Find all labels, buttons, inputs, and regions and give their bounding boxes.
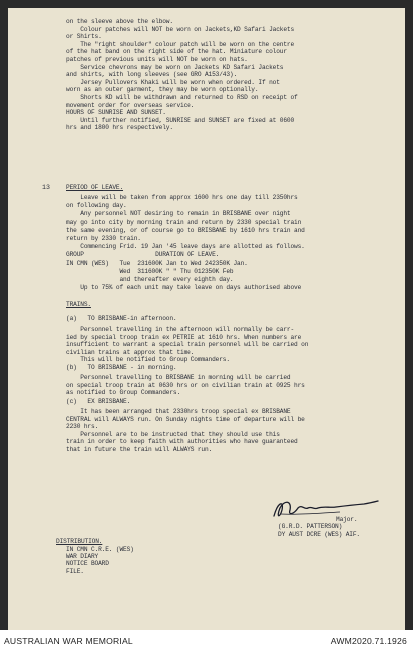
document-line: Jersey Pullovers Khaki will be worn when ordered. If not: [66, 78, 280, 86]
document-line: GROUP DURATION OF LEAVE.: [66, 251, 220, 259]
document-line: Personnel travelling to BRISBANE in morning will be carried: [66, 374, 291, 381]
document-line: or Shirts.: [66, 33, 102, 41]
document-line: return by 2330 train.: [66, 235, 141, 242]
document-page: [8, 8, 405, 630]
trains-sub-a: (a) TO BRISBANE-in afternoon.: [66, 315, 177, 322]
archive-name: AUSTRALIAN WAR MEMORIAL: [4, 636, 133, 646]
document-line: that in future the train will ALWAYS run.: [66, 446, 213, 453]
trains-sub-c: (c) EX BRISBANE.: [66, 398, 131, 405]
document-line: The "right shoulder" colour patch will be worn on the centre: [66, 40, 295, 48]
document-line: HOURS OF SUNRISE AND SUNSET.: [66, 109, 166, 117]
distribution-item: NOTICE BOARD: [66, 560, 109, 568]
paragraph-number: 13: [42, 184, 50, 191]
document-line: the same evening, or of course go to BRISBANE by 1610 hrs train and: [66, 226, 305, 234]
document-line: Any personnel NOT desiring to remain in BRISBANE over night: [66, 210, 291, 218]
document-line: Leave will be taken from approx 1600 hrs one day till 2350hrs: [66, 194, 298, 201]
document-line: civilian trains at approx that time.: [66, 348, 195, 356]
archive-reference: AWM2020.71.1926: [330, 636, 407, 646]
document-line: as notified to Group Commanders.: [66, 389, 181, 397]
document-line: insufficient to warrant a special train personnel will be carried on: [66, 341, 309, 349]
signature-rank: Major.: [336, 516, 358, 523]
document-line: Service chevrons may be worn on Jackets KD Safari Jackets: [66, 63, 284, 71]
leave-heading: PERIOD OF LEAVE.: [66, 184, 124, 191]
document-line: 2230 hrs.: [66, 423, 99, 431]
signature-line: (G.R.D. PATTERSON): [278, 523, 343, 530]
document-line: Colour patches will NOT be worn on Jackets,KD Safari Jackets: [66, 25, 295, 33]
document-line: movement order for overseas service.: [66, 101, 195, 109]
document-line: worn as an outer garment, they may be worn optionally.: [66, 86, 259, 94]
document-line: Up to 75% of each unit may take leave on days authorised above: [66, 284, 302, 292]
document-line: Until further notified, SUNRISE and SUNSET are fixed at 0600: [66, 116, 295, 124]
signature-line: DY AUST DCRE (WES) AIF.: [278, 530, 360, 538]
trains-sub-b: (b) TO BRISBANE - in morning.: [66, 364, 177, 371]
document-line: hrs and 1800 hrs respectively.: [66, 124, 173, 132]
document-line: Wed 311600K " " Thu 012350K Feb: [66, 267, 234, 275]
document-line: patches of previous units will NOT be worn on hats.: [66, 56, 248, 63]
archive-footer: [0, 630, 413, 653]
document-line: This will be notified to Group Commanders.: [66, 356, 230, 364]
document-line: It has been arranged that 2330hrs troop special ex BRISBANE: [66, 408, 291, 415]
distribution-item: FILE.: [66, 567, 84, 575]
document-line: IN CMN (WES) Tue 231600K Jan to Wed 242350K Jan.: [66, 259, 248, 267]
document-line: and thereafter every eighth day.: [66, 276, 234, 283]
document-line: CENTRAL will ALWAYS run. On Sunday nights time of departure will be: [66, 415, 305, 423]
document-line: on the sleeve above the elbow.: [66, 18, 173, 25]
document-line: and shirts, with long sleeves (see GRO A153/43).: [66, 71, 238, 79]
document-line: Shorts KD will be withdrawn and returned to RSD on receipt of: [66, 94, 298, 101]
document-line: of the hat band on the right side of the hat. Miniature colour: [66, 48, 287, 56]
document-line: Commencing Frid. 19 Jan '45 leave days are allotted as follows.: [66, 243, 305, 251]
document-line: train in order to keep faith with authorities who have guaranteed: [66, 438, 298, 446]
document-line: Personnel travelling in the afternoon will normally be carr-: [66, 326, 295, 333]
trains-heading: TRAINS.: [66, 301, 91, 308]
distribution-item: IN CMN C.R.E. (WES): [66, 546, 134, 553]
distribution-item: WAR DIARY: [66, 553, 99, 561]
document-line: on special troop train at 0630 hrs or on civilian train at 0925 hrs: [66, 381, 305, 389]
document-line: may go into city by morning train and return by 2330 special train: [66, 218, 302, 226]
distribution-heading: DISTRIBUTION.: [56, 538, 103, 545]
signature: [270, 496, 380, 522]
document-line: Personnel are to be instructed that they should use this: [66, 430, 280, 438]
document-line: on following day.: [66, 202, 127, 210]
document-line: ied by special troop train ex PETRIE at 1610 hrs. When numbers are: [66, 333, 302, 341]
